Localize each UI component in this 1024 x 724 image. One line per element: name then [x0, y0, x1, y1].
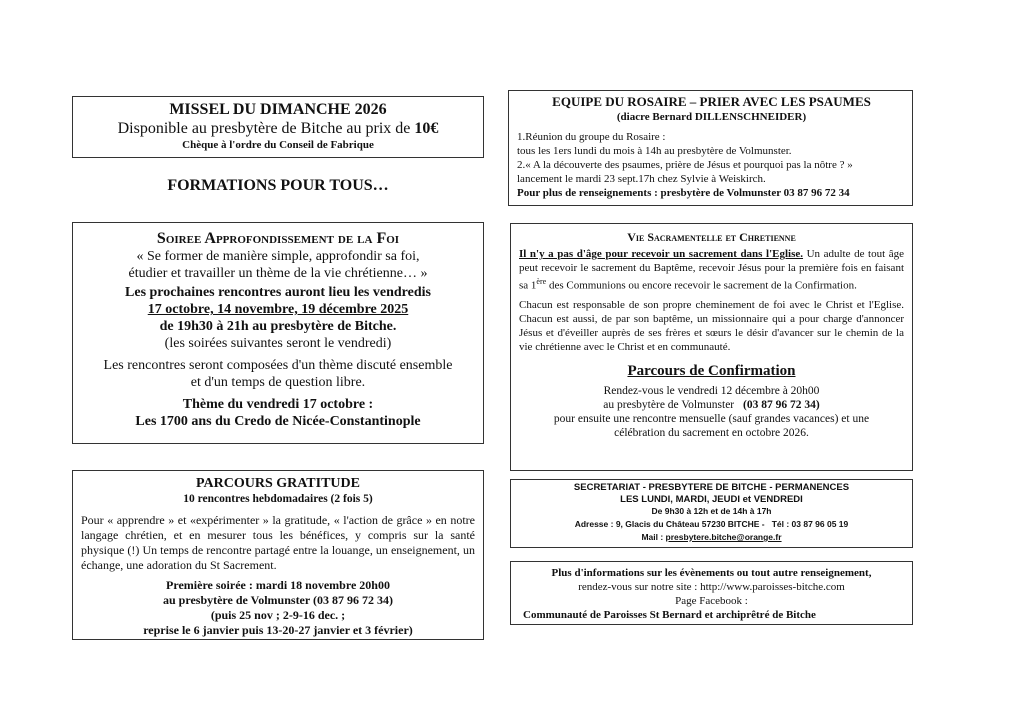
secretariat-mail-label: Mail : — [641, 532, 666, 542]
soiree-title: Soiree Approfondissement de la Foi — [156, 230, 400, 247]
vie-p1a: Un adulte de tout âge peut recevoir le sacrement du Baptême, recevoir Jésus pour la première fois en faisant sa 1 — [519, 248, 904, 292]
rosaire-line-2: tous les 1ers lundi du mois à 14h au presbytère de Volmunster. — [517, 145, 792, 157]
info-line-1: Plus d'informations sur les évènements ou tout autre renseignement, — [551, 567, 872, 579]
info-box — [510, 561, 913, 625]
missel-cheque: Chèque à l'ordre du Conseil de Fabrique — [182, 139, 374, 151]
info-line-2 — [511, 580, 912, 594]
gratitude-title: PARCOURS GRATITUDE — [196, 476, 360, 491]
secretariat-line-2: LES LUNDI, MARDI, JEUDI et VENDREDI — [620, 494, 803, 505]
formations-heading: FORMATIONS POUR TOUS… — [167, 177, 389, 194]
secretariat-box — [510, 479, 913, 548]
missel-title: MISSEL DU DIMANCHE 2026 — [169, 101, 387, 118]
gratitude-first-4: reprise le 6 janvier puis 13-20-27 janvier et 3 février) — [143, 623, 413, 637]
vie-title: Vie Sacramentelle et Chretienne — [627, 230, 796, 244]
rosaire-subtitle: (diacre Bernard DILLENSCHNEIDER) — [616, 111, 807, 123]
missel-box — [72, 96, 484, 158]
soiree-box — [72, 222, 484, 444]
soiree-dates: 17 octobre, 14 novembre, 19 décembre 2025 — [147, 302, 409, 317]
soiree-note: (les soirées suivantes seront le vendredi) — [164, 336, 392, 351]
soiree-theme: Les 1700 ans du Credo de Nicée-Constantinople — [135, 414, 421, 429]
gratitude-first-1: Première soirée : mardi 18 novembre 20h00 — [166, 578, 390, 592]
missel-availability-text: Disponible au presbytère de Bitche au prix de — [117, 120, 411, 137]
gratitude-first-3: (puis 25 nov ; 2-9-16 dec. ; — [210, 608, 346, 622]
soiree-quote-1: « Se former de manière simple, approfondir sa foi, — [136, 249, 420, 264]
soiree-desc-2: et d'un temps de question libre. — [190, 375, 366, 390]
vie-confirmation-4: célébration du sacrement en octobre 2026. — [614, 426, 809, 439]
missel-availability — [73, 119, 483, 138]
vie-confirmation-1: Rendez-vous le vendredi 12 décembre à 20h00 — [603, 384, 820, 397]
vie-confirmation-2 — [519, 398, 904, 412]
vie-p1b: des Communions ou encore recevoir le sacrement de la Confirmation. — [546, 279, 857, 292]
gratitude-first-2: au presbytère de Volmunster (03 87 96 72 34) — [162, 593, 393, 607]
rosaire-box — [508, 90, 913, 206]
vie-paragraph-2: Chacun est responsable de son propre cheminement de foi avec le Christ et l'Eglise. Chacun est aussi, de par son baptême, un missionnaire qui a pour charge d'annoncer Jésus et d'éveiller auprès de ses frères et sœurs le désir d'avancer sur le chemin de la vie chrétienne avec le Christ et en communauté. — [519, 298, 904, 353]
soiree-quote-2: étudier et travailler un thème de la vie chrétienne… » — [128, 266, 428, 281]
vie-box — [510, 223, 913, 471]
secretariat-mail-link[interactable]: presbytere.bitche@orange.fr — [665, 532, 782, 542]
vie-paragraph-1 — [519, 247, 904, 293]
soiree-time: de 19h30 à 21h au presbytère de Bitche. — [159, 319, 397, 334]
soiree-desc-1: Les rencontres seront composées d'un thème discuté ensemble — [103, 358, 453, 373]
vie-parcours-title: Parcours de Confirmation — [627, 362, 796, 379]
soiree-next: Les prochaines rencontres auront lieu les vendredis — [125, 285, 431, 300]
vie-lead: Il n'y a pas d'âge pour recevoir un sacrement dans l'Eglise. — [519, 248, 804, 260]
gratitude-body: Pour « apprendre » et «expérimenter » la gratitude, « l'action de grâce » en notre langage chrétien, et en mesurer tous les bénéfices, y compris sur la santé physique (!) Un temps de rencontre partagé entre la louange, un enseignement, un échange, une adoration du St Sacrement. — [81, 513, 475, 572]
secretariat-line-3: De 9h30 à 12h et de 14h à 17h — [651, 506, 772, 516]
rosaire-line-1: 1.Réunion du groupe du Rosaire : — [517, 131, 666, 143]
gratitude-subtitle: 10 rencontres hebdomadaires (2 fois 5) — [183, 493, 373, 505]
rosaire-line-3: 2.« A la découverte des psaumes, prière de Jésus et pourquoi pas la nôtre ? » — [517, 159, 853, 171]
missel-price: 10€ — [414, 120, 439, 137]
vie-confirmation-phone: (03 87 96 72 34) — [743, 398, 820, 411]
rosaire-line-5: Pour plus de renseignements : presbytère de Volmunster 03 87 96 72 34 — [517, 187, 850, 199]
soiree-theme-label: Thème du vendredi 17 octobre : — [182, 397, 374, 412]
vie-confirmation-3: pour ensuite une rencontre mensuelle (sauf grandes vacances) et une — [553, 412, 870, 425]
secretariat-line-4: Adresse : 9, Glacis du Château 57230 BITCHE - Tél : 03 87 96 05 19 — [574, 519, 849, 529]
vie-p1-sup: ère — [536, 277, 547, 286]
secretariat-mail-line — [511, 531, 912, 543]
rosaire-title: EQUIPE DU ROSAIRE – PRIER AVEC LES PSAUMES — [552, 94, 871, 109]
info-site-text[interactable]: rendez-vous sur notre site : http://www.paroisses-bitche.com — [578, 581, 845, 593]
gratitude-box — [72, 470, 484, 640]
info-line-4[interactable]: Communauté de Paroisses St Bernard et archiprêtré de Bitche — [523, 609, 816, 621]
rosaire-line-4: lancement le mardi 23 sept.17h chez Sylvie à Weiskirch. — [517, 173, 766, 185]
vie-confirmation-place: au presbytère de Volmunster — [603, 398, 735, 411]
info-line-3: Page Facebook : — [675, 595, 748, 607]
secretariat-line-1: SECRETARIAT - PRESBYTERE DE BITCHE - PERMANENCES — [573, 482, 850, 493]
